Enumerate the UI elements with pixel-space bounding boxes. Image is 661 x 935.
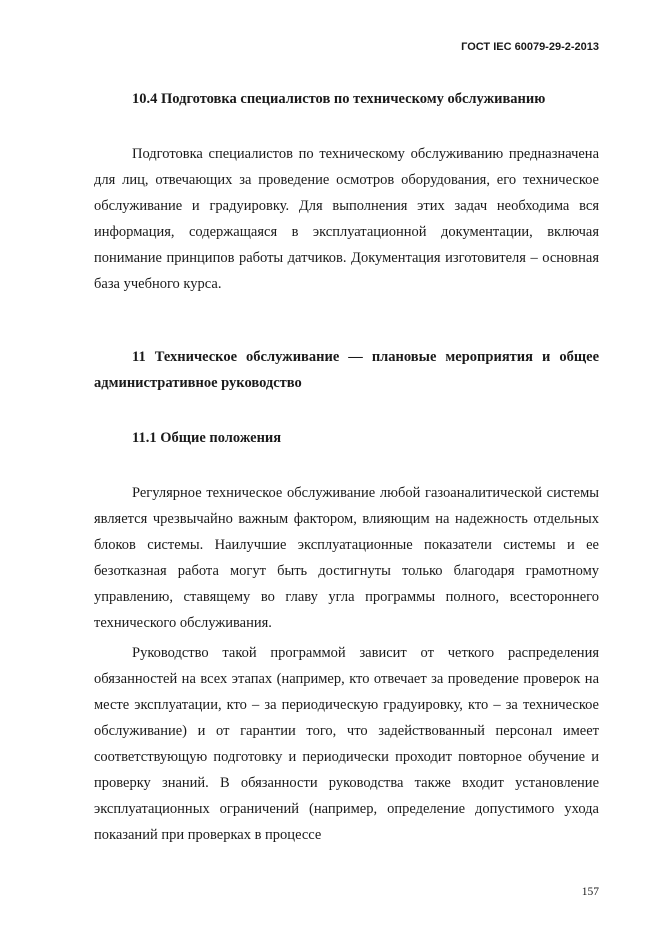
section-10-4-paragraph: Подготовка специалистов по техническому обслуживанию предназначена для лиц, отвечающих за проведение осмотров оборудования, его техническое обслуживание и градуировку. Для выполнения этих задач необходима вся информация, содержащаяся в эксплуатационной документации, включая понимание принципов работы датчиков. Документация изготовителя – основная база учебного курса. [94, 146, 599, 292]
section-11-1-title: 11.1 Общие положения [132, 430, 282, 446]
page-number: 157 [581, 886, 599, 898]
section-10-4-title: 10.4 Подготовка специалистов по техническому обслуживанию [132, 91, 546, 107]
section-11-title: 11 Техническое обслуживание — плановые мероприятия и общее административное руководство [94, 349, 599, 391]
section-11-1-paragraph-1: Регулярное техническое обслуживание любой газоаналитической системы является чрезвычайно важным фактором, влияющим на надежность отдельных блоков системы. Наилучшие эксплуатационные показатели системы и ее безотказная работа могут быть достигнуты только благодаря грамотному управлению, ставящему во главу угла программы полного, всестороннего технического обслуживания. [94, 485, 599, 631]
document-code-header: ГОСТ IEC 60079-29-2-2013 [461, 41, 599, 53]
section-11-1-paragraph-2: Руководство такой программой зависит от четкого распределения обязанностей на всех этапах (например, кто отвечает за проведение проверок на месте эксплуатации, кто – за периодическую градуировку, кто – за техническое обслуживание) и от гарантии того, что задействованный персонал имеет соответствующую подготовку и периодически проходит повторное обучение и проверку знаний. В обязанности руководства также входит установление эксплуатационных ограничений (например, определение допустимого ухода показаний при проверках в процессе [94, 645, 599, 843]
